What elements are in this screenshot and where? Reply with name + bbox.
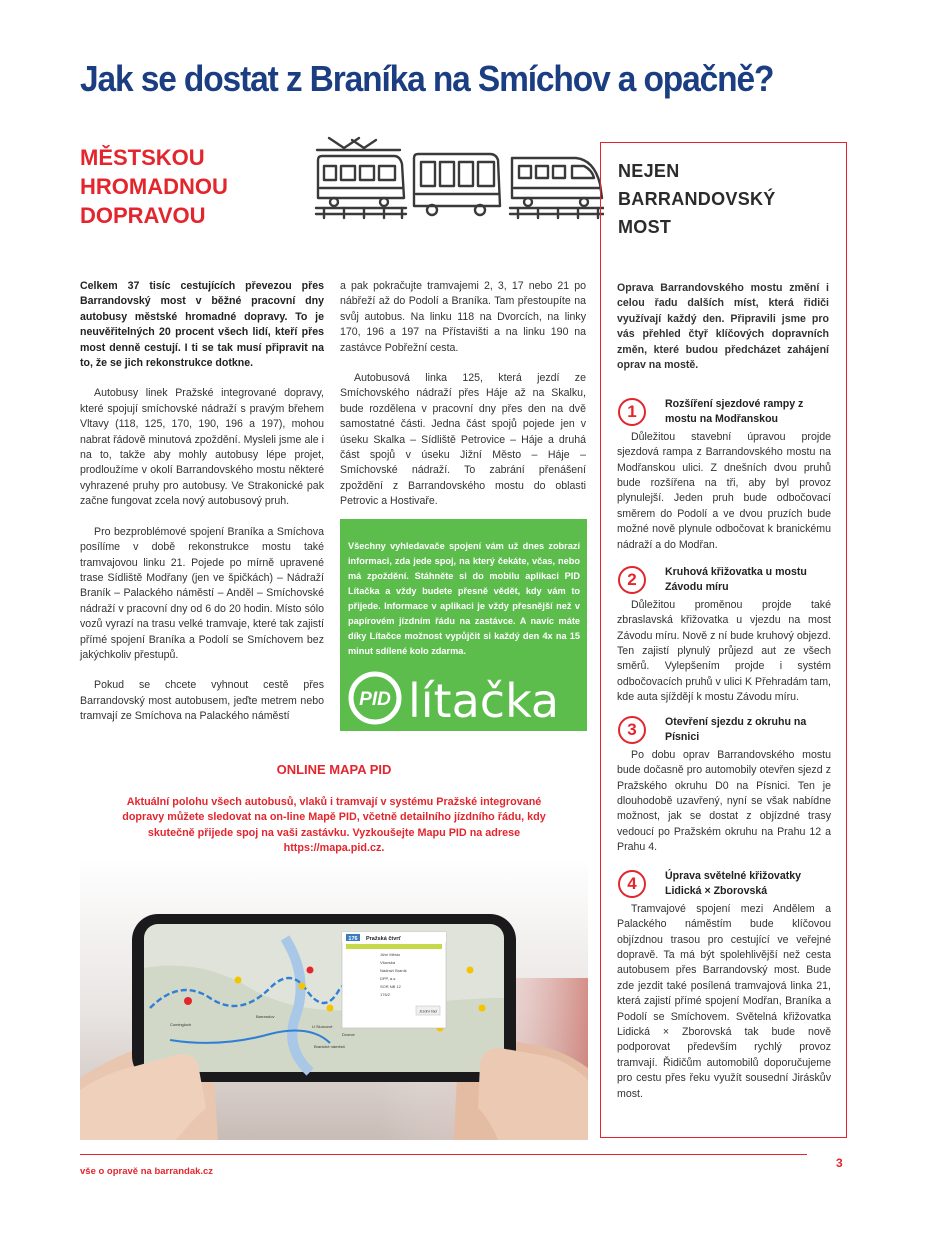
phone-row: Vltavská	[380, 960, 396, 965]
phone-stop-label: Barrandov	[256, 1014, 275, 1019]
sidebar-heading-line: MOST	[618, 217, 672, 237]
sidebar-heading	[618, 157, 838, 241]
footer-divider	[80, 1154, 807, 1155]
phone-row: Jižní Město	[380, 952, 401, 957]
article-paragraph: Pokud se chcete vyhnout cestě přes Barrandovský most autobusem, jeďte metrem nebo tramvají ze Smíchova na Palackého náměstí	[80, 679, 324, 723]
phone-stop-label: Comingloch	[170, 1022, 192, 1027]
phone-row: DPP, a.s.	[380, 976, 397, 981]
section-heading	[80, 143, 300, 230]
sidebar-heading-line: NEJEN	[618, 161, 680, 181]
article-paragraph: Autobusy linek Pražské integrované dopravy, které spojují smíchovské nádraží s pravým břehem Vltavy (118, 125, 170, 190, 196 a 197), mohou nabrat řádově minutová zpoždění. Mysleli jsme ale i na to, takže aby mohly autobusy lépe projet, prodloužíme v okolí Barrandovského mostu některé vyhrazené pruhy pro autobusy. Ve Strakonické pak začne fungovat zcela nový autobusový pruh.	[80, 387, 324, 508]
transit-icons	[314, 136, 604, 220]
logo-wordmark: lítačka	[408, 674, 560, 727]
item-text: Po dobu oprav Barrandovského mostu bude dočasně pro automobily otevřen sjezd z Pražského okruhu D0 na Písnici. Ten je dlouhodobě uzavřený, nyní se však nabídne možnost, jak se dostat z objízdné trasy vedoucí po Pražském okruhu na Prahu 12 a Prahu 4.	[617, 748, 831, 854]
phone-direction: Pražská čtvrť	[366, 936, 402, 942]
item-text: Důležitou proměnou projde také zbraslavská křižovatka u vjezdu na most Závodu míru. Nově z ní bude kruhový objezd. Ten zajistí plynulý průjezd aut ze všech směrů. Vylepšením projde i systém odbočovacích pruhů v ulici K Přehradám tam, kde auta sjíždějí k mostu Závodu míru.	[617, 598, 831, 704]
item-text: Tramvajové spojení mezi Andělem a Palackého náměstím bude klíčovou objízdnou trasou pro cestující ve veřejné dopravě. Ta má být spolehlivější než cesta autobusem přes Barrandovský most. Bude zde jezdit také posílená tramvajová linka 21, která zajistí přímé spojení Modřan, Braníka a Podolí se Smíchovem. Světelná křižovatka Lidická × Zborovská tak bude nově podporovat především rychlý provoz tramvají. Řidičům automobilů doporučujeme pro cestu přes řeku využít sousední Jiráskův most.	[617, 902, 831, 1100]
page-number: 3	[836, 1156, 843, 1170]
logo-badge-text: PID	[359, 689, 391, 710]
article-paragraph: a pak pokračujte tramvajemi 2, 3, 17 nebo 21 po nábřeží až do Podolí a Braníka. Tam přestoupíte na svůj autobus. Na linku 118 na Dvorcích, na linky 170, 196 a 197 na Přístavišti a na linku 190 na zastávce Pobřežní cesta.	[340, 280, 586, 354]
phone-map-photo	[80, 858, 588, 1140]
phone-row: SOR NB 12	[380, 984, 401, 989]
litacka-promo-box	[340, 519, 587, 731]
litacka-logo	[348, 669, 580, 727]
online-map-heading: ONLINE MAPA PID	[276, 762, 392, 777]
online-map-text: Aktuální polohu všech autobusů, vlaků i tramvají v systému Pražské integrované dopravy můžete sledovat na on-line Mapě PID, včetně detailního jízdního řádu, kdy skutečně přijede spoj na vaši zastávku. Vyzkoušejte Mapu PID na adrese https://mapa.pid.cz.	[122, 796, 546, 855]
article-column-2	[340, 279, 586, 525]
train-icon	[510, 158, 604, 218]
page-title: Jak se dostat z Braníka na Smíchov a opačně?	[80, 58, 774, 99]
article-paragraph: Autobusová linka 125, která jezdí ze Smíchovského nádraží přes Háje až na Skalku, bude rozdělena v pracovní dny přes den na dvě samostatné části. Jedna část spojů pojede jen v úseku Skalka – Sídliště Petrovice – Háje a druhá část spojů v úseku Jižní Město – Háje – Smíchovské nádraží. To zabrání přenášení zpoždění z Barrandovského mostu do oblasti Petrovic a Hostivaře.	[340, 372, 586, 508]
tram-icon	[316, 138, 406, 218]
change-item	[617, 869, 831, 1102]
bus-icon	[414, 154, 500, 215]
article-paragraph: Pro bezproblémové spojení Braníka a Smíchova posílíme v době rekonstrukce mostu také tramvajovou linku 21. Pojede po mírně upravené trase Sídliště Modřany (jen ve špičkách) – Nádraží Braník – Palackého náměstí – Anděl – Smíchovské nádraží v pracovní dny od 6 do 20 hodin. Místo sólo vozů vyrazí na trasu velké tramvaje, které tak zajistí přímé spojení Braníka a Podolí se Smíchovem bez jakýchkoliv přestupů.	[80, 525, 324, 661]
section-heading-line: MĚSTSKOU	[80, 145, 205, 170]
item-number-badge: 1	[618, 398, 646, 426]
phone-row: Nádraží Braník	[380, 968, 407, 973]
phone-timetable-button: Jízdní řád	[419, 1008, 437, 1014]
item-title: Úprava světelné křižovatky Lidická × Zborovská	[665, 870, 802, 898]
item-title: Otevření sjezdu z okruhu na Písnici	[665, 716, 807, 744]
phone-stop-label: Branické náměstí	[314, 1044, 345, 1049]
change-item	[617, 715, 831, 856]
phone-line-number: 176	[348, 936, 358, 942]
article-column-1	[80, 279, 324, 740]
item-text: Důležitou stavební úpravou projde sjezdová rampa z Barrandovského mostu na Modřanskou ulici. Z dnešních dvou pruhů bude rozšířena na tři, aby byl provoz plynulejší. Jeden pruh bude odbočovací směrem do Podolí a ve dvou pruzích bude možné nově plynule odbočovat k branickému nádraží a do Modřan.	[617, 430, 831, 551]
sidebar-heading-line: BARRANDOVSKÝ	[618, 189, 776, 209]
phone-row: 176/2	[380, 992, 391, 997]
phone-stop-label: Dvorce	[342, 1032, 355, 1037]
change-item	[617, 397, 831, 553]
footer-link[interactable]: vše o opravě na barrandak.cz	[80, 1166, 214, 1177]
article-lead: Celkem 37 tisíc cestujících převezou přes Barrandovský most v běžné pracovní dny autobusy městské hromadné dopravy. To je neuvěřitelných 20 procent všech lidí, kteří přes most denně cestují. I ti se tak musí připravit na to, že se jich rekonstrukce dotkne.	[80, 280, 324, 370]
phone-stop-label: U Sluncové	[312, 1024, 333, 1029]
section-heading-line: DOPRAVOU	[80, 203, 206, 228]
item-number-badge: 4	[618, 870, 646, 898]
sidebar-lead: Oprava Barrandovského mostu změní i celou řadu dalších míst, která řidiči využívají každý den. Připravili jsme pro vás přehled čtyř klíčových dopravních změn, které budou předcházet zahájení oprav na mostě.	[617, 282, 829, 372]
item-number-badge: 2	[618, 566, 646, 594]
change-item	[617, 565, 831, 706]
promo-text: Všechny vyhledavače spojení vám už dnes zobrazí informaci, zda jede spoj, na který čekáte, včas, nebo má zpoždění. Stáhněte si do mobilu aplikaci PID Lítačka a vždy budete přesně vědět, kdy vám to přijede. Informace v aplikaci je vždy přesnější než v papírovém jízdním řádu na zastávce. A navíc máte díky Lítačce možnost vypůjčit si každý den 4x na 15 minut sdílené kolo zdarma.	[348, 541, 580, 656]
phone-illustration	[80, 858, 588, 1140]
item-number-badge: 3	[618, 716, 646, 744]
sidebar-box	[600, 142, 847, 1138]
section-heading-line: HROMADNOU	[80, 174, 228, 199]
item-title: Kruhová křižovatka u mostu Závodu míru	[665, 566, 807, 594]
item-title: Rozšíření sjezdové rampy z mostu na Modřanskou	[665, 398, 804, 426]
